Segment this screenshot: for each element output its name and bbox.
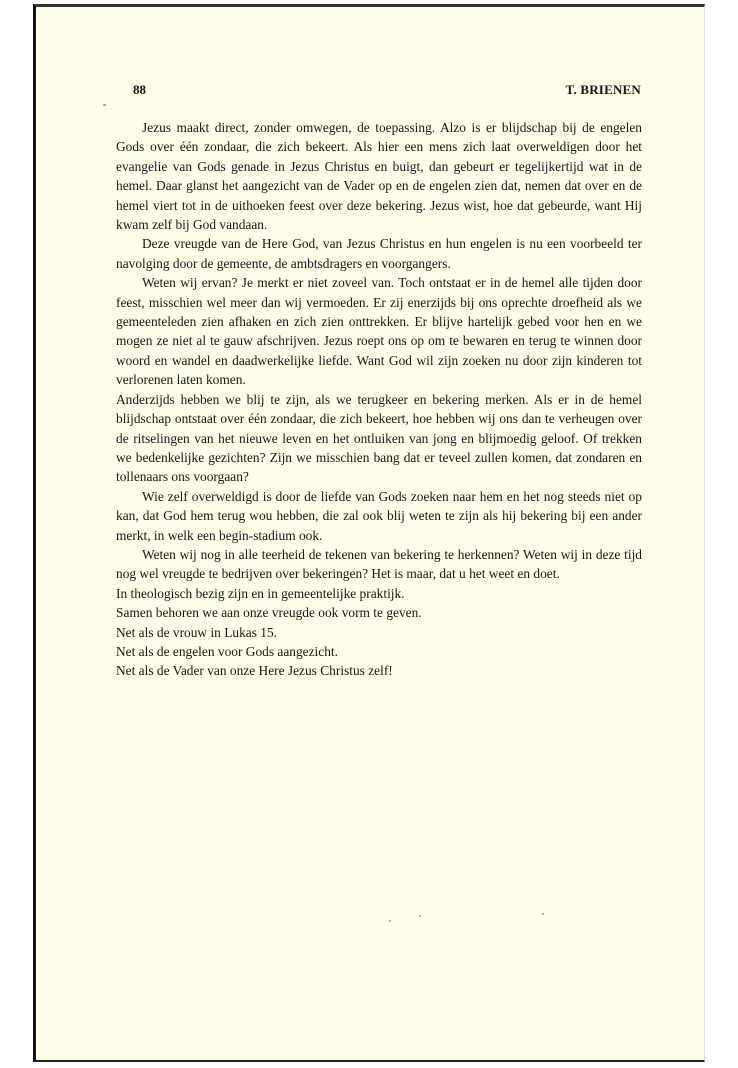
scan-speck bbox=[419, 915, 421, 917]
paragraph: Weten wij ervan? Je merkt er niet zoveel van. Toch ontstaat er in de hemel alle tijden door feest, misschien wel meer dan wij vermoeden. Er zij enerzijds bij ons oprechte droefheid als we gemeenteleden zien afhaken en zich zien onttrekken. Er blijve hartelijk gebed voor hen en we mogen ze niet al te gauw afschrijven. Jezus roept ons op om te bewaren en terug te winnen door woord en wandel en daadwerkelijke liefde. Want God wil zijn zoeken nu door zijn kinderen tot verlorenen laten komen. bbox=[116, 275, 642, 388]
body-text bbox=[116, 118, 642, 681]
closing-line: Net als de vrouw in Lukas 15. bbox=[116, 624, 278, 640]
scan-speck bbox=[389, 920, 391, 922]
paragraph: Wie zelf overweldigd is door de liefde van Gods zoeken naar hem en het nog steeds niet op kan, dat God hem terug wou hebben, die zal ook blij weten te zijn als hij bekering bij een ander merkt, in welk een begin-stadium ook. bbox=[116, 488, 642, 543]
closing-line: In theologisch bezig zijn en in gemeentelijke praktijk. bbox=[116, 585, 405, 601]
paragraph: Anderzijds hebben we blij te zijn, als we terugkeer en bekering merken. Als er in de hemel blijdschap ontstaat over één zondaar, die zich bekeert, hoe hebben wij ons dan te verheugen over de ritselingen van het nieuwe leven en het ontluiken van jong en blijmoedig geloof. Of trekken we bedenkelijke gezichten? Zijn we misschien bang dat er teveel zullen komen, dat zondaren en tollenaars ons voorgaan? bbox=[116, 391, 642, 485]
paragraph: Jezus maakt direct, zonder omwegen, de toepassing. Alzo is er blijdschap bij de engelen Gods over één zondaar, die zich bekeert. Als hier een mens zich laat overweldigen door het evangelie van Gods genade in Jezus Christus en buigt, dan gebeurt er tegelijkertijd wat in de hemel. Daar glanst het aangezicht van de Vader op en de engelen zien dat, nemen dat over en de hemel viert tot in de uithoeken feest over deze bekering. Jezus wist, hoe dat gebeurde, want Hij kwam zelf bij God vandaan. bbox=[116, 120, 642, 233]
page-number: 88 bbox=[133, 82, 146, 97]
closing-line: Net als de engelen voor Gods aangezicht. bbox=[116, 643, 338, 659]
scan-speck bbox=[542, 913, 544, 915]
author-name: T. BRIENEN bbox=[565, 82, 641, 97]
closing-line: Net als de Vader van onze Here Jezus Christus zelf! bbox=[116, 663, 393, 679]
paragraph: Deze vreugde van de Here God, van Jezus Christus en hun engelen is nu een voorbeeld ter navolging door de gemeente, de ambtsdragers en voorgangers. bbox=[116, 236, 642, 271]
closing-line: Samen behoren we aan onze vreugde ook vorm te geven. bbox=[116, 605, 422, 621]
paragraph: Weten wij nog in alle teerheid de tekenen van bekering te herkennen? Weten wij in deze tijd nog wel vreugde te bedrijven over bekeringen? Het is maar, dat u het weet en doet. bbox=[116, 546, 642, 582]
scan-speck bbox=[103, 104, 106, 106]
